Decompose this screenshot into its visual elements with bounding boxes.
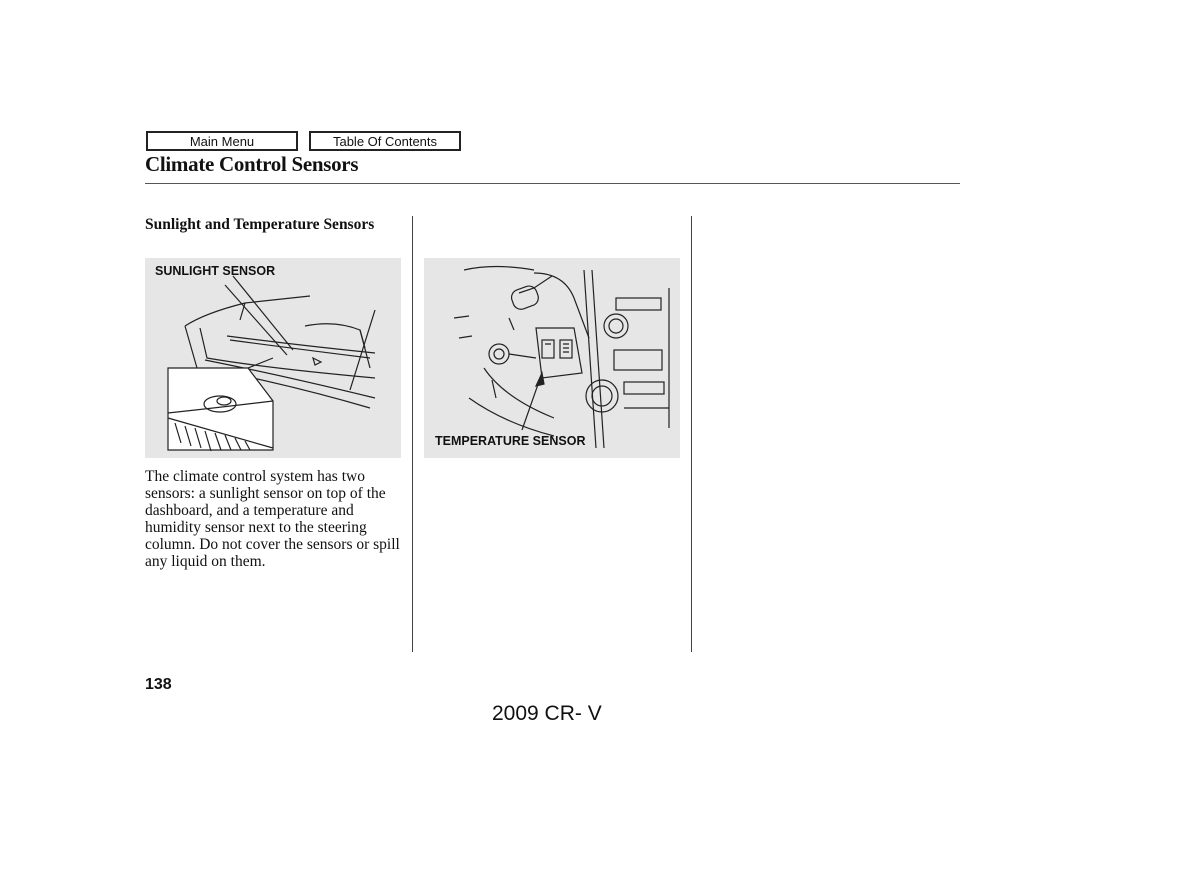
- sunlight-sensor-label: SUNLIGHT SENSOR: [155, 264, 276, 278]
- footer-model-label: 2009 CR- V: [492, 702, 602, 725]
- section-body-text: The climate control system has two sensors: a sunlight sensor on top of the dashboard, and a temperature and humidity sensor next to the steering column. Do not cover the sensors or spill any liquid on them.: [145, 468, 400, 570]
- table-of-contents-button[interactable]: Table Of Contents: [309, 131, 461, 151]
- temperature-sensor-figure: [424, 258, 680, 458]
- column-divider-right: [691, 216, 692, 652]
- page-number: 138: [145, 676, 172, 693]
- sunlight-sensor-illustration: [145, 258, 401, 458]
- title-divider: [145, 183, 960, 184]
- temperature-sensor-illustration: [424, 258, 680, 458]
- page-title: Climate Control Sensors: [145, 152, 359, 176]
- main-menu-button[interactable]: Main Menu: [146, 131, 298, 151]
- temperature-sensor-label: TEMPERATURE SENSOR: [435, 434, 586, 448]
- sunlight-sensor-figure: [145, 258, 401, 458]
- column-divider-left: [412, 216, 413, 652]
- section-heading: Sunlight and Temperature Sensors: [145, 216, 375, 233]
